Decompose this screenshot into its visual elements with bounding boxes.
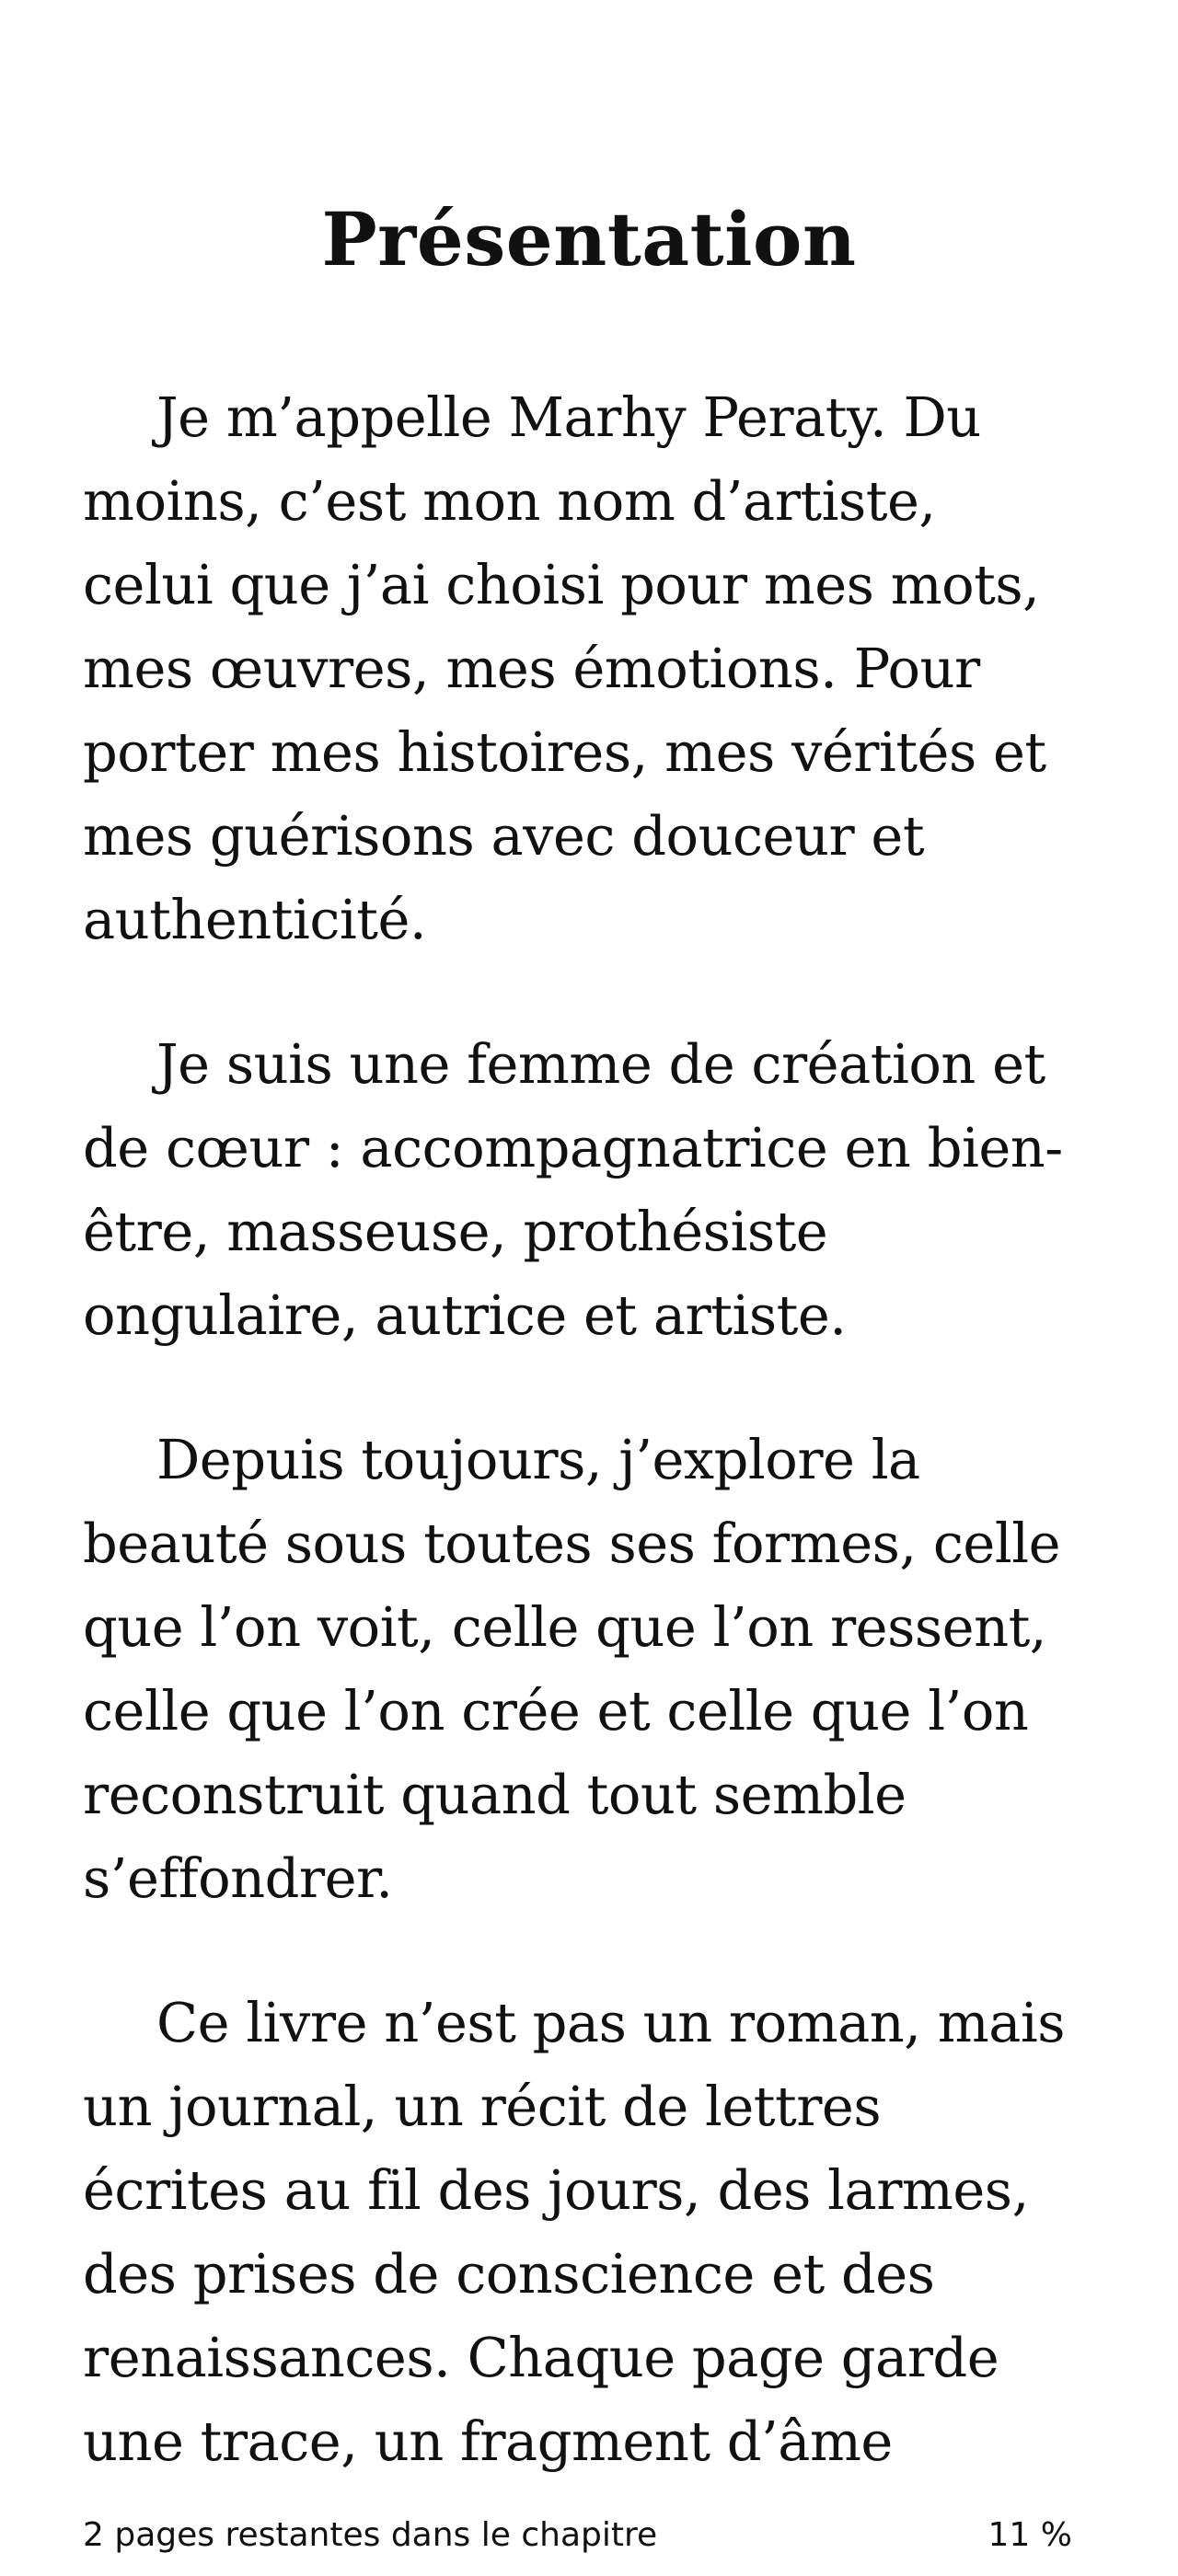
text-line: des prises de conscience et des — [83, 2242, 935, 2306]
text-line: être, masseuse, prothésiste — [83, 1200, 828, 1263]
pages-remaining-label: 2 pages restantes dans le chapitre — [83, 2516, 658, 2554]
text-line: s’effondrer. — [83, 1846, 393, 1910]
text-line: écrites au fil des jours, des larmes, — [83, 2158, 1029, 2222]
text-line: mes guérisons avec douceur et — [83, 804, 925, 868]
chapter-body — [83, 375, 1095, 2544]
text-line: mes œuvres, mes émotions. Pour — [83, 637, 980, 700]
text-line: moins, c’est mon nom d’artiste, — [83, 469, 936, 533]
text-line: celle que l’on crée et celle que l’on — [83, 1679, 1029, 1742]
paragraph — [83, 1981, 1095, 2483]
text-line: reconstruit quand tout semble — [83, 1763, 907, 1826]
text-line: renaissances. Chaque page garde — [83, 2326, 999, 2389]
text-line: de cœur : accompagnatrice en bien- — [83, 1116, 1063, 1179]
text-line: une trace, un fragment d’âme — [83, 2409, 893, 2473]
paragraph — [83, 1022, 1095, 1357]
text-line: beauté sous toutes ses formes, celle — [83, 1512, 1061, 1575]
text-line: authenticité. — [83, 888, 427, 951]
paragraph — [83, 375, 1095, 961]
text-line: que l’on voit, celle que l’on ressent, — [83, 1595, 1047, 1659]
chapter-title: Présentation — [321, 196, 857, 282]
reading-progress-percent: 11 % — [987, 2516, 1072, 2554]
text-line: porter mes histoires, mes vérités et — [83, 720, 1046, 784]
text-line: celui que j’ai choisi pour mes mots, — [83, 553, 1040, 616]
paragraph — [83, 1418, 1095, 1920]
text-line: ongulaire, autrice et artiste. — [83, 1283, 847, 1347]
text-line: Ce livre n’est pas un roman, mais — [156, 1991, 1066, 2054]
text-line: un journal, un récit de lettres — [83, 2075, 882, 2138]
reading-footer — [83, 2516, 1072, 2576]
text-line: Depuis toujours, j’explore la — [156, 1428, 920, 1491]
text-line: Je suis une femme de création et — [156, 1032, 1045, 1096]
text-line: Je m’appelle Marhy Peraty. Du — [156, 385, 981, 449]
